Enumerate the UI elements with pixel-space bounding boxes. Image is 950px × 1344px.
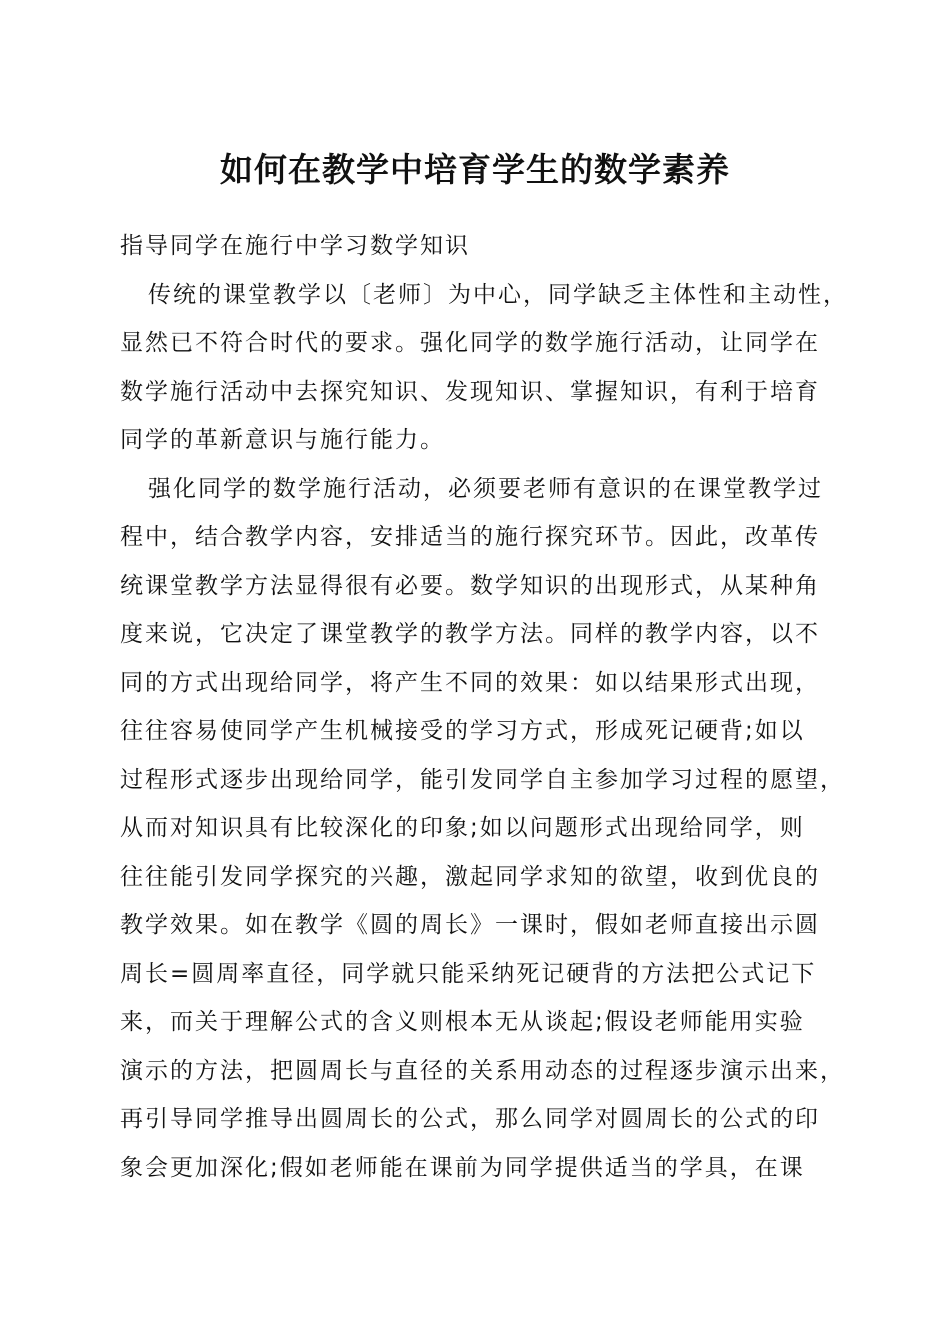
document-body [120, 222, 848, 1192]
text-line: 程中，结合教学内容，安排适当的施行探究环节。因此，改革传 [120, 524, 820, 550]
text-line: 教学效果。如在教学《圆的周长》一课时，假如老师直接出示圆 [120, 912, 820, 938]
paragraph-2 [120, 465, 845, 1193]
text-line: 象会更加深化;假如老师能在课前为同学提供适当的学具，在课 [120, 1154, 805, 1181]
text-line: 过程形式逐步出现给同学，能引发同学自主参加学习过程的愿望， [120, 766, 845, 793]
text-line: 显然已不符合时代的要求。强化同学的数学施行活动，让同学在 [120, 330, 820, 356]
document-title: 如何在教学中培育学生的数学素养 [220, 150, 730, 189]
text-line: 同学的革新意识与施行能力。 [120, 427, 445, 453]
section-subheading: 指导同学在施行中学习数学知识 [120, 233, 470, 259]
text-line: 从而对知识具有比较深化的印象;如以问题形式出现给同学，则 [120, 815, 805, 841]
text-line: 演示的方法，把圆周长与直径的关系用动态的过程逐步演示出来， [120, 1057, 845, 1084]
paragraph-1 [120, 271, 848, 465]
text-line: 度来说，它决定了课堂教学的教学方法。同样的教学内容，以不 [120, 621, 820, 647]
text-line: 统课堂教学方法显得很有必要。数学知识的出现形式，从某种角 [120, 572, 820, 599]
text-line: 往往能引发同学探究的兴趣，激起同学求知的欲望，收到优良的 [120, 863, 820, 890]
text-line: 数学施行活动中去探究知识、发现知识、掌握知识，有利于培育 [120, 378, 820, 405]
text-line: 再引导同学推导出圆周长的公式，那么同学对圆周长的公式的印 [120, 1106, 820, 1132]
text-line: 往往容易使同学产生机械接受的学习方式，形成死记硬背;如以 [120, 718, 805, 744]
text-line: 周长=圆周率直径，同学就只能采纳死记硬背的方法把公式记下 [120, 960, 817, 987]
text-line: 传统的课堂教学以〔老师〕为中心，同学缺乏主体性和主动性， [148, 281, 848, 308]
text-line: 强化同学的数学施行活动，必须要老师有意识的在课堂教学过 [148, 475, 823, 502]
text-line: 同的方式出现给同学，将产生不同的效果：如以结果形式出现， [120, 669, 820, 696]
text-line: 来，而关于理解公式的含义则根本无从谈起;假设老师能用实验 [120, 1009, 805, 1035]
